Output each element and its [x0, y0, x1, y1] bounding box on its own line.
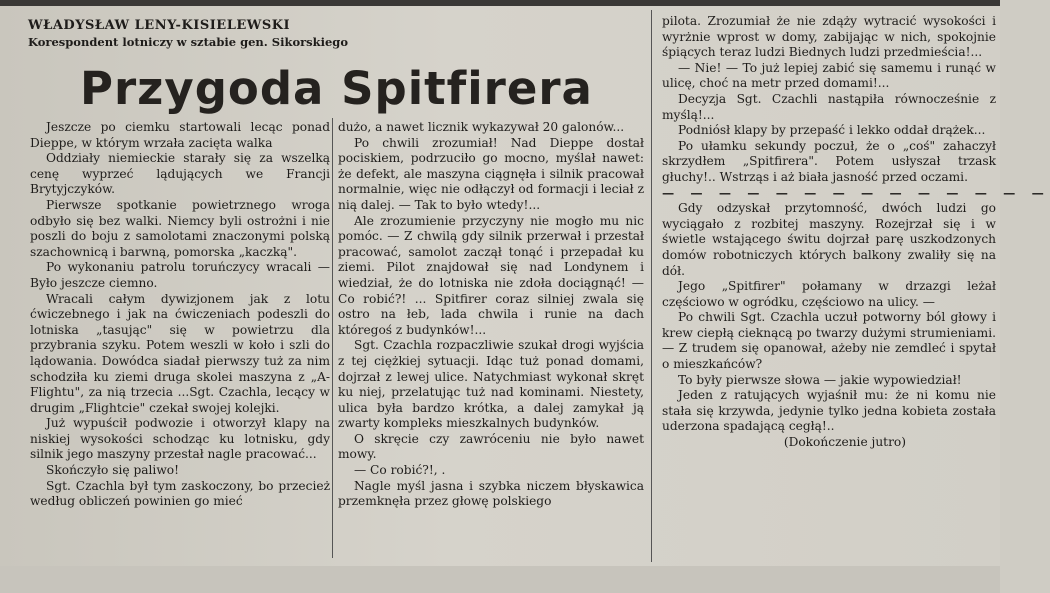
text-column-3: [662, 14, 1050, 451]
paragraph: Po chwili Sgt. Czachla uczuł potworny ból głowy i krew ciepłą cieknącą po twarzy dużymi strumieniami. — Z trudem się opanował, ażeby nie zemdleć i spytał o mieszkańców?: [662, 310, 996, 372]
paragraph: O skręcie czy zawróceniu nie było nawet mowy.: [338, 431, 644, 462]
paragraph: Jego „Spitfirer" połamany w drzazgi leżał częściowo w ogródku, częściowo na ulicy. —: [662, 279, 996, 309]
author-role: Korespondent lotniczy w sztabie gen. Sikorskiego: [28, 35, 349, 49]
paragraph: Już wypuścił podwozie i otworzył klapy na niskiej wysokości schodząc ku lotnisku, gdy silnik jego maszyny przestał nagle pracować...: [30, 416, 330, 462]
article-header: [28, 18, 648, 49]
paragraph: Oddziały niemieckie starały się za wszelką cenę wyprzeć lądujących we Francji Brytyjczyków.: [30, 151, 330, 197]
paragraph: Po ułamku sekundy poczuł, że o „coś" zahaczył skrzydłem „Spitfirera". Potem usłyszał trzask głuchy!.. Wstrząs i aż biała jasność przed oczami.: [662, 138, 996, 184]
paragraph: pilota. Zrozumiał że nie zdąży wytracić wysokości i wyrżnie wprost w domy, zabijając w nich, spokojnie śpiących teraz ludzi Biednych ludzi przedmieścia!...: [662, 14, 996, 60]
paragraph: — Co robić?!, .: [354, 463, 446, 478]
continuation-note: (Dokończenie jutro): [783, 435, 906, 450]
page-margin: [0, 566, 1000, 593]
paragraph: Sgt. Czachla był tym zaskoczony, bo przecież według obliczeń powinien go mieć: [30, 478, 330, 509]
author-name: WŁADYSŁAW LENY-KISIELEWSKI: [28, 18, 291, 33]
column-divider: [651, 10, 652, 562]
paragraph: Po wykonaniu patrolu toruńczycy wracali — Było jeszcze ciemno.: [30, 260, 330, 290]
paragraph: Decyzja Sgt. Czachli nastąpiła równocześnie z myślą!...: [662, 91, 996, 122]
paragraph: Pierwsze spotkanie powietrznego wroga odbyło się bez walki. Niemcy byli ostrożni i nie poszli do boju z samolotami znaczonymi polską szachownicą i barwną, pomorska „kaczką".: [30, 197, 330, 259]
paragraph: Skończyło się paliwo!: [46, 463, 179, 478]
top-rule: [0, 0, 1000, 6]
paragraph: To były pierwsze słowa — jakie wypowiedział!: [678, 372, 962, 387]
text-column-2: [338, 120, 644, 510]
paragraph: Jeden z ratujących wyjaśnił mu: że ni komu nie stała się krzywda, jedynie tylko jedna kobieta została uderzona spadającą cegłą!..: [662, 388, 996, 434]
paragraph: dużo, a nawet licznik wykazywał 20 galonów...: [338, 120, 625, 134]
text-column-1: [30, 120, 330, 510]
paragraph: Po chwili zrozumiał! Nad Dieppe dostał pociskiem, podrzuciło go mocno, myślał nawet: że defekt, ale maszyna ciągnęła i silnik pracował normalnie, więc nie odłączył od formacji i leciał z nią dalej. — Tak to było wtedy!...: [338, 135, 644, 212]
paragraph: Sgt. Czachla rozpaczliwie szukał drogi wyjścia z tej ciężkiej sytuacji. Idąc tuż ponad domami, dojrzał z lewej ulice. Natychmiast wykonał skręt ku niej, przelatując tuż nad kominami. Niestety, ulica była bardzo krótka, a dalej zamykał ją zwarty kompleks mieszkalnych budynków.: [338, 338, 644, 431]
paragraph: Nagle myśl jasna i szybka niczem błyskawica przemknęła przez głowę polskiego: [338, 478, 644, 509]
article-title: Przygoda Spitfirera: [80, 62, 593, 115]
paragraph: Gdy odzyskał przytomność, dwóch ludzi go wyciągało z rozbitej maszyny. Rozejrzał się i w świetle wstającego świtu dojrzał parę uszkodzonych domów robotniczych których balkony zwaliły się na dół.: [662, 201, 996, 278]
paragraph: — Nie! — To już lepiej zabić się samemu i runąć w ulicę, choć na metr przed domami!...: [662, 60, 996, 91]
column-divider: [332, 118, 333, 558]
paragraph: Jeszcze po ciemku startowali lecąc ponad Dieppe, w którym wrzała zacięta walka: [30, 120, 330, 150]
section-break: — — — — — — — — — — — — — —: [662, 185, 1050, 200]
paragraph: Ale zrozumienie przyczyny nie mogło mu nic pomóc. — Z chwilą gdy silnik przerwał i przestał pracować, samolot zaczął tonąć i przepadał ku ziemi. Pilot znajdował się nad Londynem i wiedział, że do lotniska nie zdoła dociągnąć! — Co robić?! ... Spitfirer coraz silniej zwala się ostro na łeb, lada chwila i runie na dach któregoś z budynków!...: [338, 213, 644, 337]
paragraph: Wracali całym dywizjonem jak z lotu ćwiczebnego i jak na ćwiczeniach podeszli do lotniska „tasując" się w powietrzu dla przybrania szyku. Potem weszli w koło i szli do lądowania. Dowódca siadał pierwszy tuż za nim schodziła ku ziemi druga skolei maszyna z „A-Flightu", za nią trzecia ...Sgt. Czachla, lecący w drugim „Flightcie" czekał swojej kolejki.: [30, 291, 330, 415]
paragraph: Podniósł klapy by przepaść i lekko oddał drążek...: [678, 123, 986, 138]
